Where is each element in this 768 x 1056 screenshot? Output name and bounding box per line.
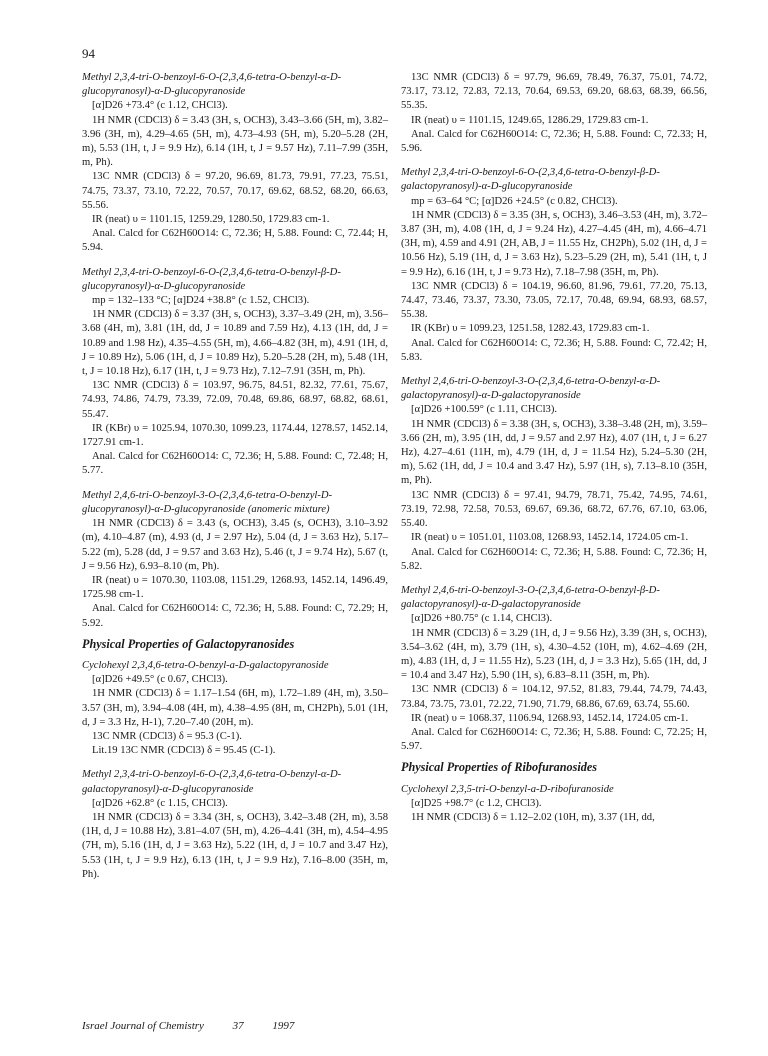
data-paragraph: IR (neat) υ = 1051.01, 1103.08, 1268.93, 1452.14, 1724.05 cm-1. xyxy=(411,532,689,544)
left-column xyxy=(82,71,388,882)
spacer xyxy=(401,365,707,375)
data-paragraph: Anal. Calcd for C62H60O14: C, 72.36; H, 5.88. Found: C, 72.44; H, 5.94. xyxy=(82,228,388,254)
compound-title: Methyl 2,4,6-tri-O-benzoyl-3-O-(2,3,4,6-tetra-O-benzyl-D-glucopyranosyl)-α-D-glucopyranoside (anomeric mixture) xyxy=(82,489,333,515)
data-paragraph: 13C NMR (CDCl3) δ = 103.97, 96.75, 84.51, 82.32, 77.61, 75.67, 74.93, 74.86, 74.79, 73.39, 72.09, 70.48, 69.86, 68.97, 68.82, 68.61, 55.47. xyxy=(82,380,388,420)
property-line: mp = 63–64 °C; [α]D26 +24.5° (c 0.82, CHCl3). xyxy=(411,195,618,207)
data-paragraph: IR (KBr) υ = 1025.94, 1070.30, 1099.23, 1174.44, 1278.57, 1452.14, 1727.91 cm-1. xyxy=(82,422,388,449)
data-paragraph: 13C NMR (CDCl3) δ = 97.20, 96.69, 81.73, 79.91, 77.23, 75.51, 74.75, 73.37, 73.10, 72.22, 70.57, 70.17, 69.62, 68.52, 68.20, 66.63, 55.56. xyxy=(82,171,388,211)
data-paragraph: Anal. Calcd for C62H60O14: C, 72.36; H, 5.88. Found: C, 72.42; H, 5.83. xyxy=(401,337,707,363)
data-paragraph: Anal. Calcd for C62H60O14: C, 72.36; H, 5.88. Found: C, 72.33; H, 5.96. xyxy=(401,128,707,155)
compound-title: Methyl 2,3,4-tri-O-benzoyl-6-O-(2,3,4,6-tetra-O-benzyl-α-D-glucopyranosyl)-α-D-glucopyranoside xyxy=(82,72,342,98)
data-paragraph: 1H NMR (CDCl3) δ = 1.17–1.54 (6H, m), 1.72–1.89 (4H, m), 3.50–3.57 (3H, m), 3.94–4.08 (4H, m), 4.38–4.95 (8H, m, CH2Ph), 5.01 (1H, d, J = 3.3 Hz, H-1), 7.20–7.40 (20H, m). xyxy=(82,688,388,728)
property-line: [α]D25 +98.7° (c 1.2, CHCl3). xyxy=(411,797,542,809)
data-paragraph: 1H NMR (CDCl3) δ = 1.12–2.02 (10H, m), 3.37 (1H, dd, xyxy=(411,811,655,823)
spacer xyxy=(82,479,388,489)
spacer xyxy=(82,758,388,768)
data-paragraph: Anal. Calcd for C62H60O14: C, 72.36; H, 5.88. Found: C, 72.48; H, 5.77. xyxy=(82,451,388,477)
data-paragraph: 13C NMR (CDCl3) δ = 95.3 (C-1). xyxy=(92,730,242,742)
section-heading: Physical Properties of Galactopyranosides xyxy=(82,636,295,651)
data-paragraph: Anal. Calcd for C62H60O14: C, 72.36; H, 5.88. Found: C, 72.25; H, 5.97. xyxy=(401,726,707,753)
data-paragraph: IR (neat) υ = 1070.30, 1103.08, 1151.29, 1268.93, 1452.14, 1496.49, 1725.98 cm-1. xyxy=(82,574,388,601)
property-line: mp = 132–133 °C; [α]D24 +38.8° (c 1.52, CHCl3). xyxy=(92,295,310,307)
data-paragraph: 1H NMR (CDCl3) δ = 3.38 (3H, s, OCH3), 3.38–3.48 (2H, m), 3.59–3.66 (2H, m), 3.95 (1H, dd, J = 9.57 and 2.97 Hz), 4.07 (1H, t, J = 6.27 Hz), 4.27–4.61 (11H, m), 4.79 (1H, d, J = 11.54 Hz), 5.24–5.30 (2H, m), 5.62 (1H, dd, J = 10.4 and 3.47 Hz), 5.97 (1H, s), 7.13–8.10 (35H, m, Ph). xyxy=(401,418,707,487)
data-paragraph: 1H NMR (CDCl3) δ = 3.43 (s, OCH3), 3.45 (s, OCH3), 3.10–3.92 (m), 4.10–4.87 (m), 4.93 (d, J = 2.97 Hz), 5.04 (d, J = 3.63 Hz), 5.17–5.22 (m), 5.28 (dd, J = 9.57 and 3.63 Hz), 5.46 (t, J = 9.74 Hz), 5.67 (t, J = 9.56 Hz), 6.93–8.10 (m, Ph). xyxy=(82,518,388,572)
data-paragraph: Lit.19 13C NMR (CDCl3) δ = 95.45 (C-1). xyxy=(92,745,276,757)
data-paragraph: 1H NMR (CDCl3) δ = 3.37 (3H, s, OCH3), 3.37–3.49 (2H, m), 3.56–3.68 (4H, m), 3.81 (1H, dd, J = 10.89 and 7.59 Hz), 4.13 (1H, dd, J = 10.89 and 1.98 Hz), 4.35–4.55 (5H, m), 4.66–4.82 (3H, m), 4.91 (1H, d, J = 10.89 Hz), 5.06 (1H, d, J = 10.89 Hz), 5.20–5.28 (2H, m), 5.48 (1H, t, J = 10.18 Hz), 6.17 (1H, t, J = 9.73 Hz), 7.12–7.91 (35H, m, Ph). xyxy=(82,309,388,378)
compound-title: Methyl 2,4,6-tri-O-benzoyl-3-O-(2,3,4,6-tetra-O-benzyl-α-D-galactopyranosyl)-α-D-galactopyranoside xyxy=(401,376,661,402)
data-paragraph: IR (neat) υ = 1101.15, 1249.65, 1286.29, 1729.83 cm-1. xyxy=(411,114,649,126)
data-paragraph: Anal. Calcd for C62H60O14: C, 72.36; H, 5.88. Found: C, 72.36; H, 5.82. xyxy=(401,546,707,572)
property-line: [α]D26 +100.59° (c 1.11, CHCl3). xyxy=(411,404,558,416)
data-paragraph: Anal. Calcd for C62H60O14: C, 72.36; H, 5.88. Found: C, 72.29; H, 5.92. xyxy=(82,603,388,629)
property-line: [α]D26 +80.75° (c 1.14, CHCl3). xyxy=(411,613,553,625)
spacer xyxy=(401,574,707,584)
data-paragraph: 1H NMR (CDCl3) δ = 3.29 (1H, d, J = 9.56 Hz), 3.39 (3H, s, OCH3), 3.54–3.62 (4H, m), 3.79 (1H, s), 4.30–4.52 (10H, m), 4.62–4.69 (2H, m), 4.83 (1H, d, J = 11.55 Hz), 5.23 (1H, d, J = 3.3 Hz), 5.65 (1H, dd, J = 10.4 and 3.47 Hz), 5.90 (1H, s), 6.83–8.11 (35H, m, Ph). xyxy=(401,627,707,682)
data-paragraph: IR (neat) υ = 1068.37, 1106.94, 1268.93, 1452.14, 1724.05 cm-1. xyxy=(411,712,689,724)
data-paragraph: 1H NMR (CDCl3) δ = 3.34 (3H, s, OCH3), 3.42–3.48 (2H, m), 3.58 (1H, d, J = 10.88 Hz), 3.81–4.07 (5H, m), 4.26–4.41 (3H, m), 4.54–4.95 (7H, m), 5.16 (1H, d, J = 3.63 Hz), 5.22 (1H, d, J = 10.7 and 3.47 Hz), 5.53 (1H, t, J = 9.9 Hz), 6.13 (1H, t, J = 9.9 Hz), 7.16–8.00 (35H, m, Ph). xyxy=(82,811,388,880)
compound-title: Methyl 2,3,4-tri-O-benzoyl-6-O-(2,3,4,6-tetra-O-benzyl-α-D-galactopyranosyl)-α-D-glucopyranoside xyxy=(82,769,342,795)
page-number: 94 xyxy=(82,46,95,61)
spacer xyxy=(401,156,707,166)
compound-title: Methyl 2,3,4-tri-O-benzoyl-6-O-(2,3,4,6-tetra-O-benzyl-β-D-glucopyranosyl)-α-D-glucopyranoside xyxy=(82,266,341,292)
right-column xyxy=(401,71,707,825)
data-paragraph: 13C NMR (CDCl3) δ = 104.12, 97.52, 81.83, 79.44, 74.79, 74.43, 73.84, 73.75, 73.01, 72.22, 71.90, 71.79, 68.86, 67.69, 63.74, 55.60. xyxy=(401,684,707,710)
compound-title: Cyclohexyl 2,3,5-tri-O-benzyl-a-D-ribofuranoside xyxy=(401,783,614,795)
data-paragraph: 13C NMR (CDCl3) δ = 97.79, 96.69, 78.49, 76.37, 75.01, 74.72, 73.17, 73.12, 72.83, 72.13, 70.64, 69.53, 69.20, 68.63, 68.39, 66.56, 55.35. xyxy=(401,72,707,112)
data-paragraph: IR (KBr) υ = 1099.23, 1251.58, 1282.43, 1729.83 cm-1. xyxy=(411,323,650,335)
page-footer xyxy=(82,1020,320,1032)
section-heading: Physical Properties of Ribofuranosides xyxy=(401,760,598,775)
footer-volume: 37 xyxy=(232,1020,244,1032)
data-paragraph: IR (neat) υ = 1101.15, 1259.29, 1280.50, 1729.83 cm-1. xyxy=(92,214,330,226)
data-paragraph: 1H NMR (CDCl3) δ = 3.35 (3H, s, OCH3), 3.46–3.53 (4H, m), 3.72–3.87 (3H, m), 4.08 (1H, d, J = 9.24 Hz), 4.27–4.45 (4H, m), 4.66–4.71 (3H, m), 4.59 and 4.91 (2H, AB, J = 11.55 Hz, CH2Ph), 5.02 (1H, d, J = 10.56 Hz), 5.19 (1H, d, J = 3.63 Hz), 5.23–5.29 (2H, m), 5.41 (1H, t, J = 9.9 Hz), 6.16 (1H, t, J = 9.73 Hz), 7.18–7.98 (35H, m, Ph). xyxy=(401,209,707,278)
compound-title: Methyl 2,4,6-tri-O-benzoyl-3-O-(2,3,4,6-tetra-O-benzyl-β-D-galactopyranosyl)-α-D-galactopyranoside xyxy=(401,584,660,611)
data-paragraph: 13C NMR (CDCl3) δ = 104.19, 96.60, 81.96, 79.61, 77.20, 75.13, 74.47, 73.46, 73.37, 73.30, 73.05, 72.17, 70.48, 69.94, 68.93, 68.57, 55.38. xyxy=(401,280,707,321)
footer-year: 1997 xyxy=(272,1020,295,1032)
spacer xyxy=(82,256,388,266)
data-paragraph: 1H NMR (CDCl3) δ = 3.43 (3H, s, OCH3), 3.43–3.66 (5H, m), 3.82–3.96 (3H, m), 4.29–4.65 (5H, m), 4.73–4.93 (5H, m), 5.20–5.28 (2H, m), 5.53 (1H, t, J = 9.9 Hz), 6.14 (1H, t, J = 9.57 Hz), 7.11–7.99 (35H, m, Ph). xyxy=(82,114,388,169)
property-line: [α]D26 +49.5° (c 0.67, CHCl3). xyxy=(92,674,228,686)
footer-journal: Israel Journal of Chemistry xyxy=(82,1020,204,1032)
data-paragraph: 13C NMR (CDCl3) δ = 97.41, 94.79, 78.71, 75.42, 74.95, 74.61, 73.19, 72.98, 72.58, 70.53, 69.67, 69.36, 68.72, 67.76, 67.10, 63.06, 55.40. xyxy=(401,489,707,530)
property-line: [α]D26 +62.8° (c 1.15, CHCl3). xyxy=(92,797,228,809)
property-line: [α]D26 +73.4° (c 1.12, CHCl3). xyxy=(92,100,228,112)
compound-title: Methyl 2,3,4-tri-O-benzoyl-6-O-(2,3,4,6-tetra-O-benzyl-β-D-galactopyranosyl)-α-D-glucopyranoside xyxy=(401,167,660,193)
compound-title: Cyclohexyl 2,3,4,6-tetra-O-benzyl-a-D-galactopyranoside xyxy=(82,659,329,671)
